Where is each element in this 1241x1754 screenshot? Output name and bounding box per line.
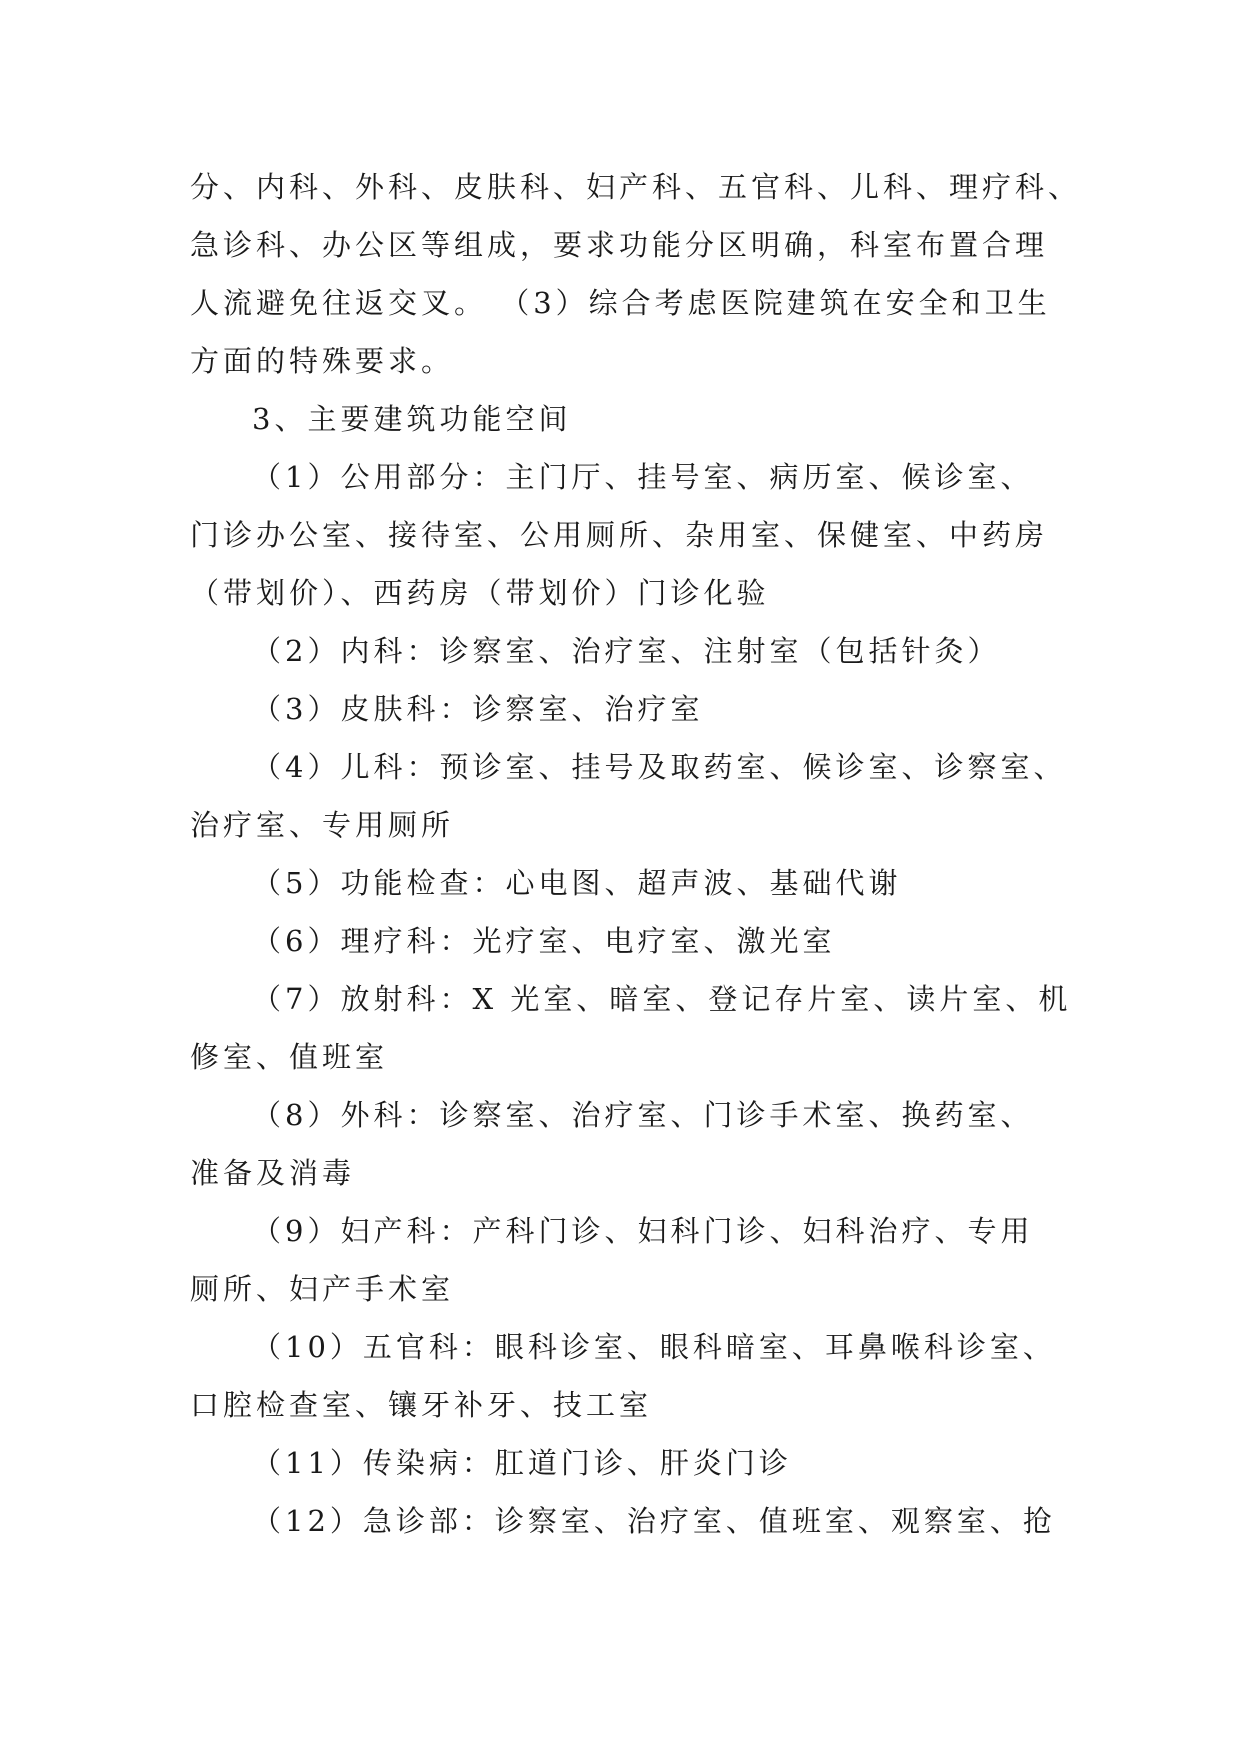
- list-item-continuation: 口腔检查室、镶牙补牙、技工室: [190, 1388, 653, 1422]
- list-item-line: （1）公用部分：主门厅、挂号室、病历室、候诊室、: [252, 460, 1034, 494]
- list-item-continuation: （带划价）、西药房（带划价）门诊化验: [190, 576, 770, 610]
- list-item-line: （6）理疗科：光疗室、电疗室、激光室: [252, 924, 836, 958]
- paragraph-line: 急诊科、办公区等组成，要求功能分区明确，科室布置合理: [190, 228, 1049, 262]
- paragraph-line: 分、内科、外科、皮肤科、妇产科、五官科、儿科、理疗科、: [190, 170, 1082, 204]
- list-item-line: （8）外科：诊察室、治疗室、门诊手术室、换药室、: [252, 1098, 1034, 1132]
- list-item-line: （9）妇产科：产科门诊、妇科门诊、妇科治疗、专用: [252, 1214, 1034, 1248]
- list-item-line: （7）放射科：X 光室、暗室、登记存片室、读片室、机: [252, 982, 1072, 1016]
- list-item-continuation: 门诊办公室、接待室、公用厕所、杂用室、保健室、中药房: [190, 518, 1049, 552]
- list-item-line: （12）急诊部：诊察室、治疗室、值班室、观察室、抢: [252, 1504, 1056, 1538]
- list-item-line: （5）功能检查：心电图、超声波、基础代谢: [252, 866, 902, 900]
- list-item-line: （4）儿科：预诊室、挂号及取药室、候诊室、诊察室、: [252, 750, 1067, 784]
- paragraph-line: 方面的特殊要求。: [190, 344, 455, 378]
- section-heading: 3、主要建筑功能空间: [252, 402, 572, 436]
- list-item-line: （10）五官科：眼科诊室、眼科暗室、耳鼻喉科诊室、: [252, 1330, 1056, 1364]
- list-item-line: （3）皮肤科：诊察室、治疗室: [252, 692, 704, 726]
- list-item-line: （11）传染病：肛道门诊、肝炎门诊: [252, 1446, 792, 1480]
- list-item-continuation: 厕所、妇产手术室: [190, 1272, 455, 1306]
- paragraph-line: 人流避免往返交叉。 （3）综合考虑医院建筑在安全和卫生: [190, 286, 1051, 320]
- document-body: [190, 158, 1090, 1550]
- list-item-continuation: 准备及消毒: [190, 1156, 356, 1190]
- list-item-continuation: 治疗室、专用厕所: [190, 808, 455, 842]
- list-item-line: （2）内科：诊察室、治疗室、注射室（包括针灸）: [252, 634, 1001, 668]
- list-item-continuation: 修室、值班室: [190, 1040, 389, 1074]
